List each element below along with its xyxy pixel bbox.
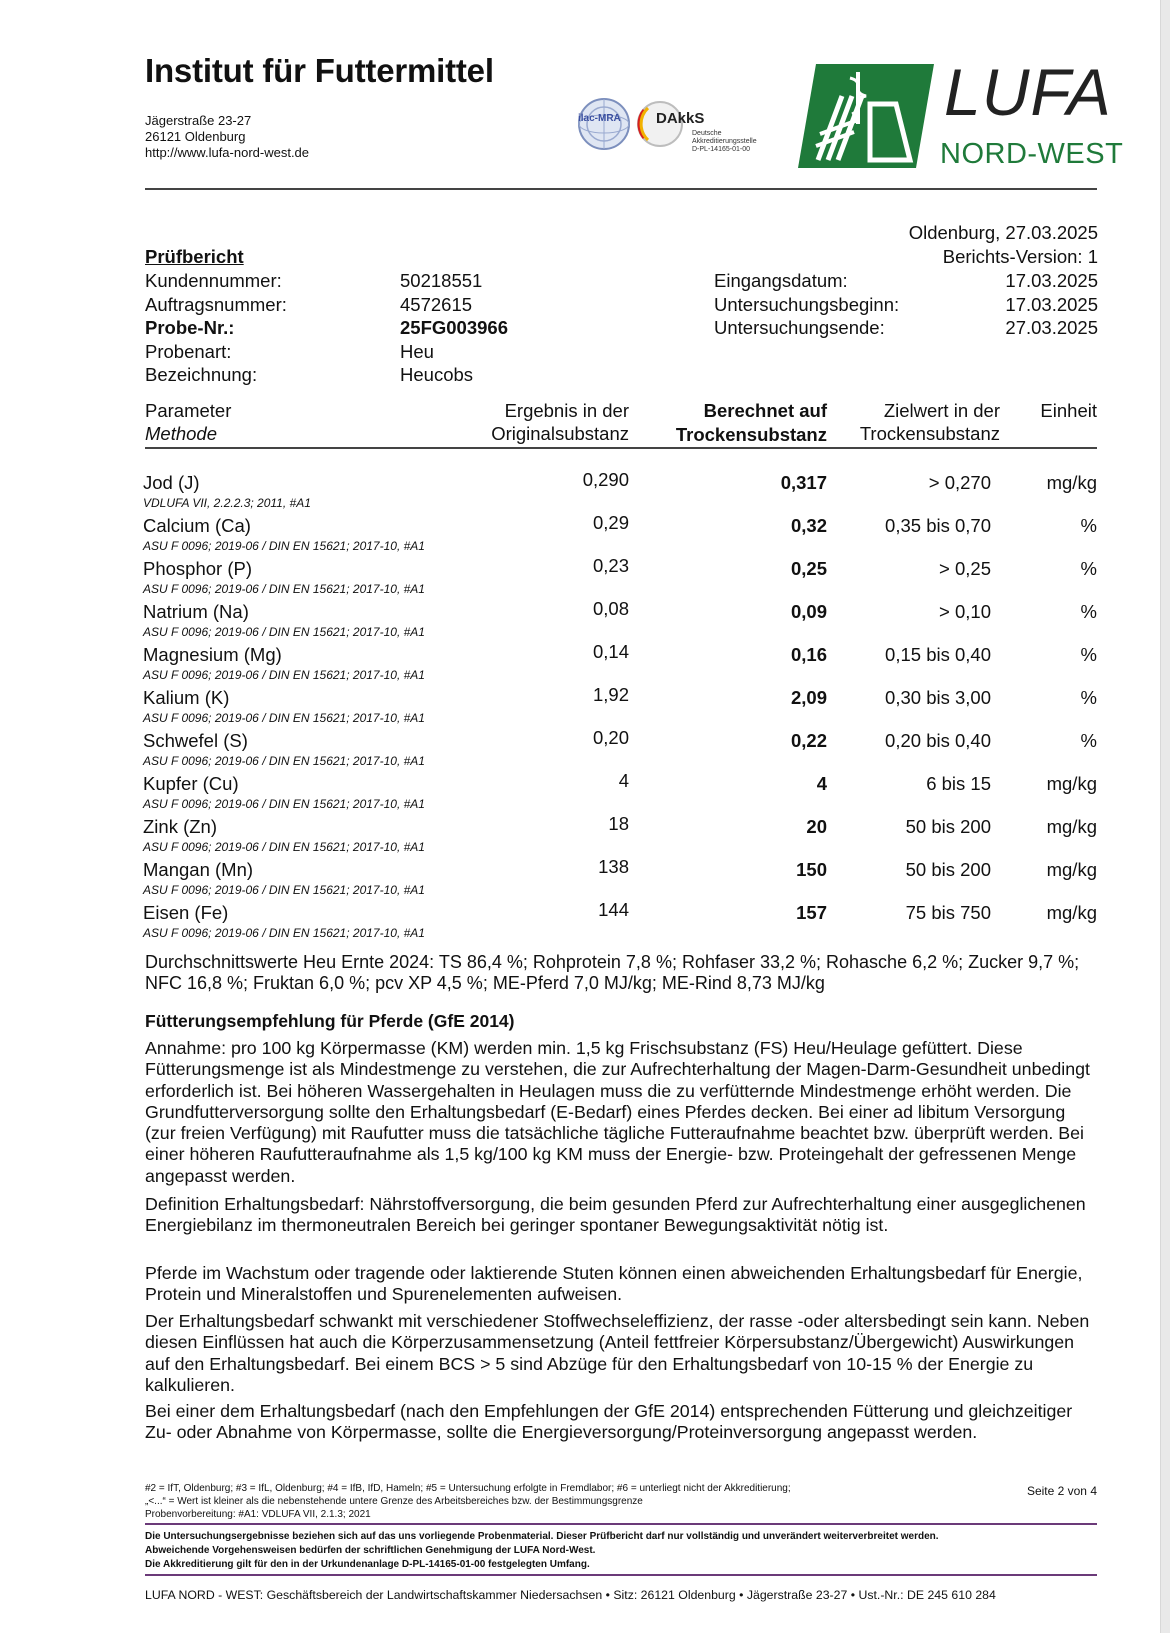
meta-value: 50218551: [400, 270, 483, 291]
orig-value: 18: [608, 813, 629, 834]
param-method: ASU F 0096; 2019-06 / DIN EN 15621; 2017-10, #A1: [143, 926, 425, 940]
ts-value: 0,09: [790, 601, 827, 622]
col-target-2: Trockensubstanz: [859, 423, 1000, 444]
dakks-sub-2: Akkreditierungsstelle: [692, 138, 757, 145]
meta-value: Heu: [400, 340, 434, 362]
col-ts-1: Berechnet auf: [703, 400, 827, 421]
param-name: Calcium (Ca): [143, 515, 251, 536]
unit-value: %: [1080, 515, 1097, 536]
param-method: VDLUFA VII, 2.2.2.3; 2011, #A1: [143, 496, 311, 510]
param-method: ASU F 0096; 2019-06 / DIN EN 15621; 2017-10, #A1: [143, 625, 425, 639]
header-divider: [145, 188, 1097, 190]
recommendation-p1: Annahme: pro 100 kg Körpermasse (KM) werden min. 1,5 kg Frischsubstanz (FS) Heu/Heulage gefüttert. Diese Fütterungsmenge ist als Mindestmenge zu verstehen, die zur Aufrechterhaltung der Magen-Darm-Gesundheit unbedingt erforderlich ist. Bei höheren Wassergehalten in Heulagen muss die zu verfütternde Mindestmenge erhöht werden. Die Grundfutterversorgung sollte den Erhaltungsbedarf (E-Bedarf) eines Pferdes decken. Bei einer ad libitum Versorgung (zur freien Verfügung) mit Raufutter muss die tatsächliche tägliche Futteraufnahme beachtet bzw. überprüft werden. Bei einer höheren Raufutteraufnahme als 1,5 kg/100 kg KM muss der Energie- bzw. Proteingehalt der gefressenen Menge angepasst werden.: [145, 1038, 1090, 1186]
orig-value: 0,23: [592, 555, 629, 576]
address-url[interactable]: http://www.lufa-nord-west.de: [145, 145, 310, 160]
unit-value: %: [1080, 601, 1097, 622]
recommendation-p2: Definition Erhaltungsbedarf: Nährstoffversorgung, die beim gesunden Pferd zur Aufrechterhaltung einer ausgeglichenen Energiebilanz im thermoneutralen Bereich bei geringer spontaner Bewegungsaktivität nötig ist.: [145, 1194, 1086, 1236]
lufa-subtitle: NORD-WEST: [940, 138, 1124, 170]
orig-value: 0,08: [592, 598, 629, 619]
target-value: 75 bis 750: [905, 902, 991, 923]
meta-value: 27.03.2025: [1005, 317, 1098, 338]
meta-label: Probe-Nr.:: [145, 317, 235, 338]
recommendation-p4: Der Erhaltungsbedarf schwankt mit verschiedener Stoffwechseleffizienz, der rasse -oder altersbedingt sein kann. Neben diesen Einflüssen hat auch die Körperzusammensetzung (Anteil fettfreier Körpersubstanz/Übergewicht) Auswirkungen auf den Erhaltungsbedarf. Bei einem BCS > 5 sind Abzüge für den Erhaltungsbedarf von 10-15 % der Energie zu kalkulieren.: [145, 1311, 1090, 1395]
dakks-sub-1: Deutsche: [692, 130, 722, 137]
meta-label: Untersuchungsende:: [714, 317, 885, 338]
unit-value: mg/kg: [1046, 816, 1097, 837]
meta-value: 25FG003966: [400, 317, 509, 338]
dakks-sub-3: D-PL-14165-01-00: [692, 146, 750, 153]
param-name: Magnesium (Mg): [143, 644, 282, 665]
recommendation-p5: Bei einer dem Erhaltungsbedarf (nach den Empfehlungen der GfE 2014) entsprechenden Fütterung und gleichzeitiger Zu- oder Abnahme von Körpermasse, sollte die Energieversorgung/Proteinversorgung angepasst werden.: [145, 1401, 1073, 1443]
lufa-wordmark: LUFA: [944, 55, 1112, 129]
dakks-label: DAkkS: [656, 110, 705, 127]
orig-value: 4: [618, 770, 629, 791]
meta-label: Probenart:: [145, 340, 232, 362]
ts-value: 0,32: [790, 515, 827, 536]
target-value: 0,20 bis 0,40: [885, 730, 991, 751]
param-method: ASU F 0096; 2019-06 / DIN EN 15621; 2017-10, #A1: [143, 797, 425, 811]
unit-value: mg/kg: [1046, 859, 1097, 880]
ts-value: 150: [796, 859, 827, 880]
table-header-divider: [145, 447, 1097, 449]
param-name: Phosphor (P): [143, 558, 252, 579]
col-unit: Einheit: [1040, 400, 1097, 421]
orig-value: 0,290: [582, 469, 629, 490]
address-street: Jägerstraße 23-27: [145, 113, 252, 128]
unit-value: %: [1080, 558, 1097, 579]
param-name: Jod (J): [143, 472, 200, 493]
ilac-mra-logo-icon: [574, 94, 784, 166]
ts-value: 157: [796, 902, 827, 923]
param-method: ASU F 0096; 2019-06 / DIN EN 15621; 2017-10, #A1: [143, 840, 425, 854]
unit-value: %: [1080, 730, 1097, 751]
address-city: 26121 Oldenburg: [145, 129, 246, 144]
ts-value: 0,25: [790, 558, 827, 579]
ts-value: 0,317: [780, 472, 827, 493]
param-name: Eisen (Fe): [143, 902, 229, 923]
col-orig-2: Originalsubstanz: [491, 423, 629, 444]
col-target-1: Zielwert in der: [883, 400, 1000, 421]
meta-label: Bezeichnung:: [145, 364, 258, 385]
param-name: Natrium (Na): [143, 601, 249, 622]
param-method: ASU F 0096; 2019-06 / DIN EN 15621; 2017-10, #A1: [143, 668, 425, 682]
target-value: > 0,10: [939, 601, 991, 622]
param-name: Zink (Zn): [143, 816, 217, 837]
unit-value: mg/kg: [1046, 472, 1097, 493]
param-method: ASU F 0096; 2019-06 / DIN EN 15621; 2017-10, #A1: [143, 883, 425, 897]
param-name: Schwefel (S): [143, 730, 248, 751]
param-method: ASU F 0096; 2019-06 / DIN EN 15621; 2017-10, #A1: [143, 754, 425, 768]
param-method: ASU F 0096; 2019-06 / DIN EN 15621; 2017-10, #A1: [143, 582, 425, 596]
param-name: Mangan (Mn): [143, 859, 254, 880]
ilac-label: ilac-MRA: [578, 113, 621, 124]
footer-bottom-line: LUFA NORD - WEST: Geschäftsbereich der Landwirtschaftskammer Niedersachsen • Sitz: 26121 Oldenburg • Jägerstraße 23-27 • Ust.-Nr.: DE 245 610 284: [145, 1588, 996, 1602]
col-orig-1: Ergebnis in der: [504, 400, 629, 421]
disclaimer-2: Abweichende Vorgehensweisen bedürfen der schriftlichen Genehmigung der LUFA Nord-West.: [145, 1545, 596, 1556]
ts-value: 0,16: [790, 644, 827, 665]
footer-divider-top: [145, 1523, 1097, 1525]
recommendation-p3: Pferde im Wachstum oder tragende oder laktierende Stuten können einen abweichenden Erhaltungsbedarf für Energie, Protein und Mineralstoffen und Spurenelementen aufweisen.: [145, 1263, 1083, 1305]
orig-value: 138: [598, 856, 629, 877]
recommendation-heading: Fütterungsempfehlung für Pferde (GfE 2014): [145, 1011, 515, 1031]
meta-value: 17.03.2025: [1005, 293, 1098, 315]
meta-value: 4572615: [400, 293, 473, 315]
lufa-emblem-icon: [798, 64, 934, 168]
report-version: Berichts-Version: 1: [942, 246, 1098, 267]
orig-value: 0,20: [592, 727, 629, 748]
meta-label: Kundennummer:: [145, 270, 282, 291]
footer-note-2: „<...“ = Wert ist kleiner als die nebenstehende untere Grenze des Arbeitsbereiches bzw. der Bestimmungsgrenze: [145, 1496, 643, 1507]
col-method: Methode: [145, 423, 217, 444]
target-value: 0,30 bis 3,00: [885, 687, 991, 708]
param-method: ASU F 0096; 2019-06 / DIN EN 15621; 2017-10, #A1: [143, 711, 425, 725]
accreditation-logos: [574, 94, 784, 171]
target-value: > 0,25: [939, 558, 991, 579]
footer-note-1: #2 = IfT, Oldenburg; #3 = IfL, Oldenburg; #4 = IfB, IfD, Hameln; #5 = Untersuchung erfolgte in Fremdlabor; #6 = unterliegt nicht der Akkreditierung;: [145, 1483, 791, 1494]
unit-value: mg/kg: [1046, 773, 1097, 794]
unit-value: %: [1080, 644, 1097, 665]
target-value: 50 bis 200: [905, 859, 991, 880]
param-method: ASU F 0096; 2019-06 / DIN EN 15621; 2017-10, #A1: [143, 539, 425, 553]
unit-value: mg/kg: [1046, 902, 1097, 923]
institute-title: Institut für Futtermittel: [145, 52, 494, 89]
footer-note-3: Probenvorbereitung: #A1: VDLUFA VII, 2.1.3; 2021: [145, 1509, 371, 1520]
meta-label: Eingangsdatum:: [714, 270, 848, 291]
ts-value: 2,09: [790, 687, 827, 708]
page-number: Seite 2 von 4: [1026, 1484, 1097, 1498]
orig-value: 0,29: [592, 512, 629, 533]
target-value: 0,15 bis 0,40: [885, 644, 991, 665]
ts-value: 4: [816, 773, 827, 794]
footer-divider-bottom: [145, 1574, 1097, 1576]
disclaimer-1: Die Untersuchungsergebnisse beziehen sich auf das uns vorliegende Probenmaterial. Dieser Prüfbericht darf nur vollständig und unverändert weiterverbreitet werden.: [145, 1531, 939, 1542]
averages-text: Durchschnittswerte Heu Ernte 2024: TS 86,4 %; Rohprotein 7,8 %; Rohfaser 33,2 %; Rohasche 6,2 %; Zucker 9,7 %; NFC 16,8 %; Fruktan 6,0 %; pcv XP 4,5 %; ME-Pferd 7,0 MJ/kg; ME-Rind 8,73 MJ/kg: [145, 952, 1080, 993]
target-value: 0,35 bis 0,70: [885, 515, 991, 536]
report-heading: Prüfbericht: [145, 246, 244, 267]
orig-value: 144: [598, 899, 629, 920]
disclaimer-3: Die Akkreditierung gilt für den in der Urkundenanlage D-PL-14165-01-00 festgelegten Umfang.: [145, 1559, 590, 1570]
ts-value: 0,22: [790, 730, 827, 751]
unit-value: %: [1080, 687, 1097, 708]
param-name: Kalium (K): [143, 687, 230, 708]
target-value: > 0,270: [928, 472, 991, 493]
param-name: Kupfer (Cu): [143, 773, 239, 794]
orig-value: 0,14: [592, 641, 629, 662]
target-value: 6 bis 15: [926, 773, 991, 794]
meta-value: Heucobs: [400, 364, 474, 385]
meta-label: Untersuchungsbeginn:: [714, 293, 900, 315]
place-date: Oldenburg, 27.03.2025: [908, 222, 1098, 243]
col-param: Parameter: [145, 400, 232, 421]
orig-value: 1,92: [592, 684, 629, 705]
meta-value: 17.03.2025: [1005, 270, 1098, 291]
meta-label: Auftragsnummer:: [145, 293, 287, 315]
col-ts-2: Trockensubstanz: [675, 424, 827, 445]
ts-value: 20: [806, 816, 827, 837]
target-value: 50 bis 200: [905, 816, 991, 837]
